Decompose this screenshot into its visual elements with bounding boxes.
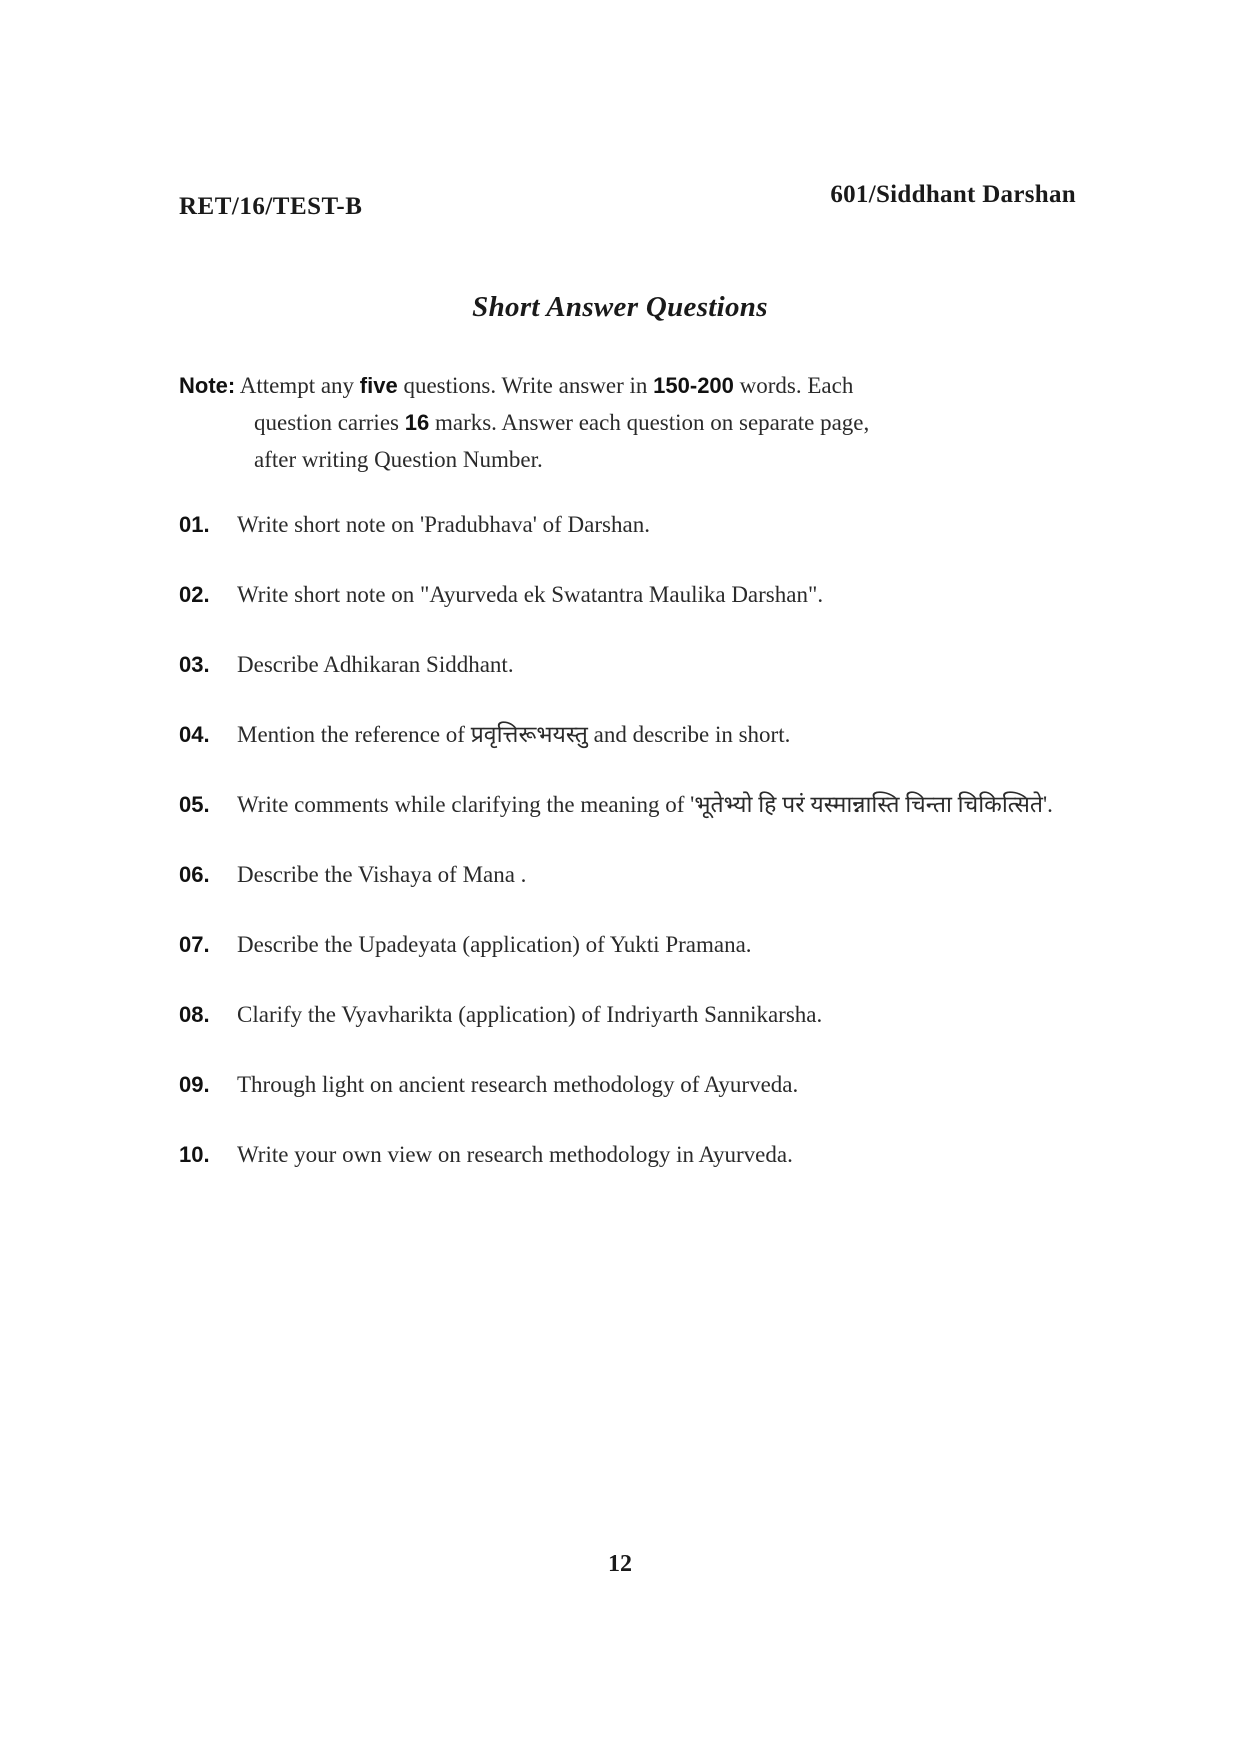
question-text: Through light on ancient research methodology of Ayurveda. <box>237 1072 799 1097</box>
question-number: 10. <box>179 1142 210 1167</box>
note-text: questions. Write answer in <box>403 373 648 398</box>
question-item <box>179 998 1084 1032</box>
question-text: Clarify the Vyavharikta (application) of Indriyarth Sannikarsha. <box>237 1002 823 1027</box>
question-item <box>179 928 1084 962</box>
question-text: Describe Adhikaran Siddhant. <box>237 652 514 677</box>
question-item <box>179 858 1084 892</box>
question-text: Write short note on 'Pradubhava' of Darshan. <box>237 512 650 537</box>
question-number: 01. <box>179 512 210 537</box>
question-text: Write short note on "Ayurveda ek Swatantra Maulika Darshan". <box>237 582 824 607</box>
question-number: 07. <box>179 932 210 957</box>
question-text: Write comments while clarifying the meaning of 'भूतेभ्यो हि परं यस्मान्नास्ति चिन्ता चिकित्सिते'. <box>237 792 1053 817</box>
question-text: Describe the Vishaya of Mana . <box>237 862 527 887</box>
question-item <box>179 788 1084 822</box>
question-item <box>179 1138 1084 1172</box>
note-text: after writing Question Number. <box>254 447 543 472</box>
note-text: marks. Answer each question on separate page, <box>434 410 870 435</box>
section-title: Short Answer Questions <box>472 291 768 323</box>
question-number: 05. <box>179 792 210 817</box>
question-number: 06. <box>179 862 210 887</box>
question-number: 04. <box>179 722 210 747</box>
paper-code: RET/16/TEST-B <box>179 193 363 220</box>
question-number: 02. <box>179 582 210 607</box>
question-item <box>179 718 1084 752</box>
subject-title: 601/Siddhant Darshan <box>830 181 1076 208</box>
question-number: 03. <box>179 652 210 677</box>
question-number: 09. <box>179 1072 210 1097</box>
question-item <box>179 1068 1084 1102</box>
question-item <box>179 508 1084 542</box>
note-emphasis: five <box>359 373 398 398</box>
instructions-note <box>179 367 1084 478</box>
page-number: 12 <box>608 1551 632 1577</box>
question-number: 08. <box>179 1002 210 1027</box>
question-item <box>179 648 1084 682</box>
note-text: Attempt any <box>239 373 355 398</box>
question-text: Describe the Upadeyata (application) of Yukti Pramana. <box>237 932 752 957</box>
note-emphasis: 16 <box>404 410 430 435</box>
question-text: Mention the reference of प्रवृत्तिरूभयस्तु and describe in short. <box>237 722 791 747</box>
note-text: question carries <box>254 410 399 435</box>
note-text: words. Each <box>739 373 854 398</box>
question-text: Write your own view on research methodology in Ayurveda. <box>237 1142 793 1167</box>
question-item <box>179 578 1084 612</box>
note-label: Note: <box>179 373 236 398</box>
note-emphasis: 150-200 <box>653 373 734 398</box>
question-list <box>179 508 1084 1208</box>
